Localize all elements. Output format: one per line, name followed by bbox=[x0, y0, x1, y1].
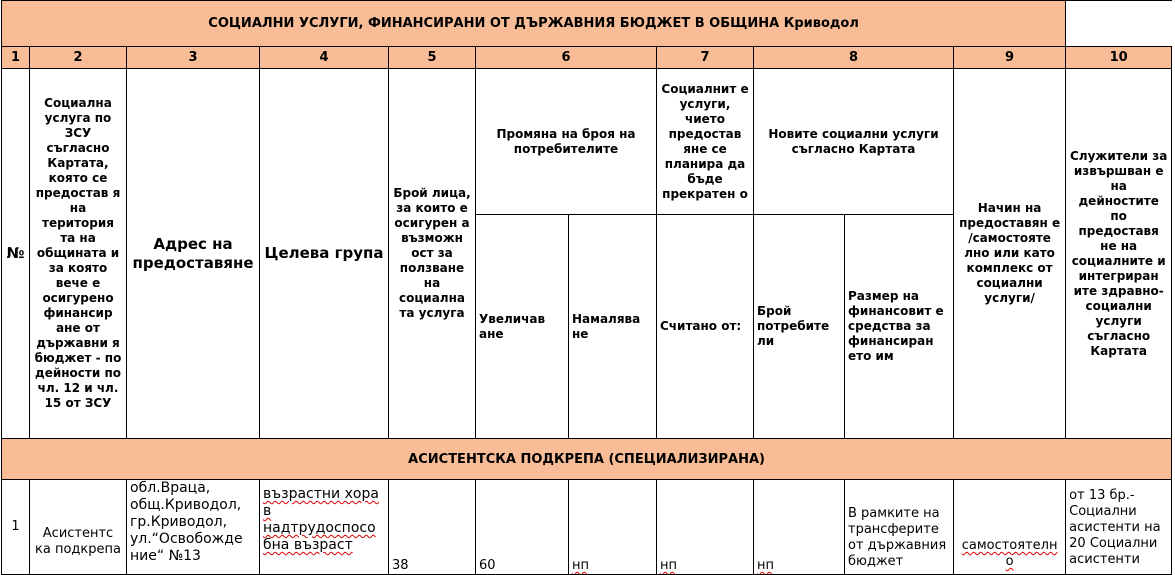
row-persons: 38 bbox=[389, 480, 476, 575]
header-address: Адрес на предоставяне bbox=[127, 69, 260, 439]
row-decrease: нп bbox=[569, 480, 657, 575]
header-target-group: Целева група bbox=[260, 69, 389, 439]
header-no: № bbox=[2, 69, 30, 439]
column-numbers-row bbox=[2, 47, 1172, 69]
header-new-services: Новите социални услуги съгласно Картата bbox=[754, 69, 954, 215]
row-from: нп bbox=[657, 480, 754, 575]
blank-cell bbox=[1066, 1, 1172, 47]
row-address: обл.Враца, общ.Криводол, гр.Криводол, ул.“Освобожде ние“ №13 bbox=[127, 480, 260, 575]
col-number: 4 bbox=[260, 47, 389, 69]
header-method: Начин на предоставян е /самостояте лно или като комплекс от социални услуги/ bbox=[954, 69, 1066, 439]
col-number: 2 bbox=[30, 47, 127, 69]
col-number: 1 bbox=[2, 47, 30, 69]
header-staff: Служители за извършван е на дейностите по предоставя не на социалните и интегриран ите здравно-социални услуги съгласно Картата bbox=[1066, 69, 1172, 439]
row-funding-size: В рамките на трансферите от държавния бюджет bbox=[845, 480, 954, 575]
row-users-count: нп bbox=[754, 480, 845, 575]
col-number: 3 bbox=[127, 47, 260, 69]
header-terminated: Социалнит е услуги, чието предостав яне се планира да бъде прекратен о bbox=[657, 69, 754, 215]
col-number: 7 bbox=[657, 47, 754, 69]
section-title: АСИСТЕНТСКА ПОДКРЕПА (СПЕЦИАЛИЗИРАНА) bbox=[2, 439, 1172, 480]
header-increase: Увеличав ане bbox=[476, 215, 569, 439]
header-users-change: Промяна на броя на потребителите bbox=[476, 69, 657, 215]
social-services-table bbox=[1, 0, 1172, 575]
row-method: самостоятелн о bbox=[954, 480, 1066, 575]
col-number: 8 bbox=[754, 47, 954, 69]
header-users-count: Брой потребите ли bbox=[754, 215, 845, 439]
table-row bbox=[2, 480, 1172, 575]
row-no: 1 bbox=[2, 480, 30, 575]
row-staff: от 13 бр.- Социални асистенти на 20 Социални асистенти bbox=[1066, 480, 1172, 575]
header-funding-size: Размер на финансовит е средства за финансиран ето им bbox=[845, 215, 954, 439]
header-service: Социална услуга по ЗСУ съгласно Картата, която се предостав я на територия та на общината и за която вече е осигурено финансир ане от държавни я бюджет - по дейности по чл. 12 и чл. 15 от ЗСУ bbox=[30, 69, 127, 439]
row-target-group: възрастни хора в надтрудоспосо бна възраст bbox=[260, 480, 389, 575]
col-number: 10 bbox=[1066, 47, 1172, 69]
header-persons: Брой лица, за които е осигурен а възможн ост за ползване на социална та услуга bbox=[389, 69, 476, 439]
row-increase: 60 bbox=[476, 480, 569, 575]
col-number: 5 bbox=[389, 47, 476, 69]
col-number: 6 bbox=[476, 47, 657, 69]
col-number: 9 bbox=[954, 47, 1066, 69]
header-decrease: Намалява не bbox=[569, 215, 657, 439]
row-service: Асистентс ка подкрепа bbox=[30, 480, 127, 575]
header-from: Считано от: bbox=[657, 215, 754, 439]
table-title: СОЦИАЛНИ УСЛУГИ, ФИНАНСИРАНИ ОТ ДЪРЖАВНИЯ БЮДЖЕТ В ОБЩИНА Криводол bbox=[2, 1, 1066, 47]
